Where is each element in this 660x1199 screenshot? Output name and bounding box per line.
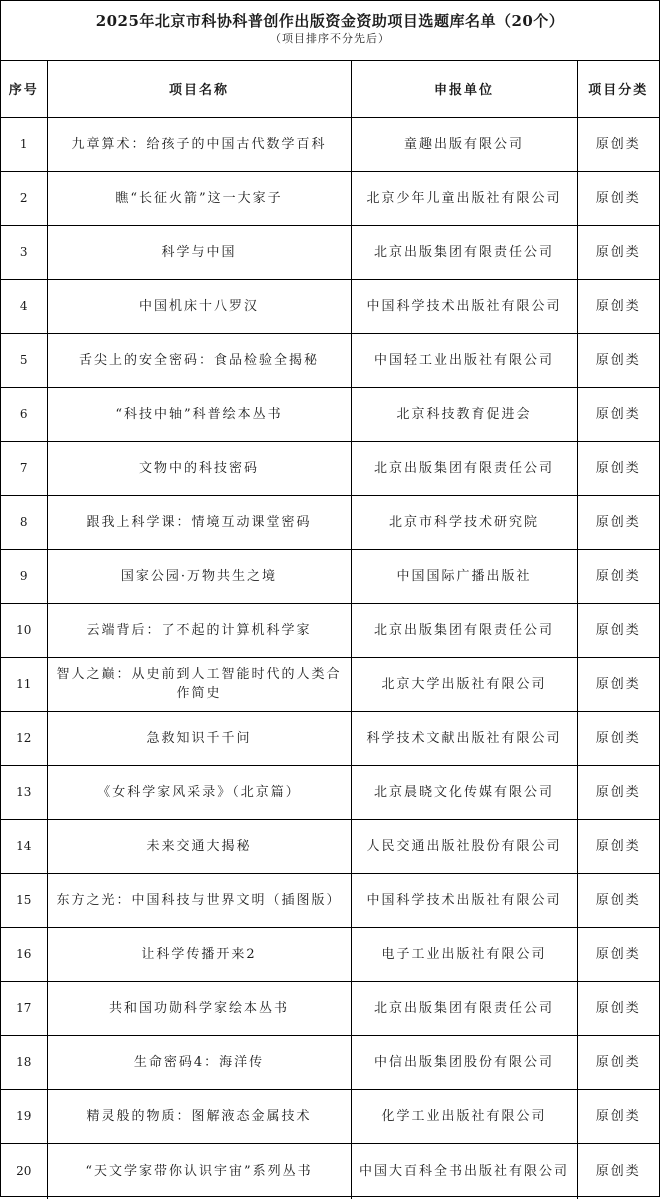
table-row (1, 711, 659, 765)
cell-applicant-unit: 电子工业出版社有限公司 (351, 927, 577, 981)
cell-index: 13 (1, 765, 47, 819)
table-row (1, 549, 659, 603)
cell-index: 19 (1, 1089, 47, 1143)
cell-index: 14 (1, 819, 47, 873)
table-row (1, 927, 659, 981)
cell-applicant-unit: 北京科技教育促进会 (351, 387, 577, 441)
cell-applicant-unit: 中国科学技术出版社有限公司 (351, 873, 577, 927)
cell-project-name: 精灵般的物质：图解液态金属技术 (47, 1089, 351, 1143)
table-row (1, 819, 659, 873)
cell-category: 原创类 (577, 1089, 659, 1143)
table-row (1, 171, 659, 225)
table-row (1, 765, 659, 819)
cell-index: 20 (1, 1143, 47, 1199)
table-row (1, 981, 659, 1035)
table-row (1, 333, 659, 387)
cell-category: 原创类 (577, 819, 659, 873)
cell-applicant-unit: 北京出版集团有限责任公司 (351, 441, 577, 495)
cell-index: 5 (1, 333, 47, 387)
cell-project-name: 九章算术：给孩子的中国古代数学百科 (47, 117, 351, 171)
cell-category: 原创类 (577, 333, 659, 387)
cell-project-name: 瞧“长征火箭”这一大家子 (47, 171, 351, 225)
cell-index: 17 (1, 981, 47, 1035)
cell-category: 原创类 (577, 1035, 659, 1089)
cell-applicant-unit: 中国轻工业出版社有限公司 (351, 333, 577, 387)
table-row (1, 1089, 659, 1143)
cell-project-name: 舌尖上的安全密码：食品检验全揭秘 (47, 333, 351, 387)
cell-project-name: 东方之光：中国科技与世界文明（插图版） (47, 873, 351, 927)
cell-category: 原创类 (577, 765, 659, 819)
table-row (1, 117, 659, 171)
cell-index: 4 (1, 279, 47, 333)
cell-project-name: 生命密码4：海洋传 (47, 1035, 351, 1089)
table-header-row (1, 61, 659, 117)
cell-project-name: 《女科学家风采录》（北京篇） (47, 765, 351, 819)
cell-applicant-unit: 北京少年儿童出版社有限公司 (351, 171, 577, 225)
cell-category: 原创类 (577, 927, 659, 981)
cell-index: 16 (1, 927, 47, 981)
cell-category: 原创类 (577, 225, 659, 279)
cell-category: 原创类 (577, 441, 659, 495)
document-subtitle: （项目排序不分先后） (270, 32, 390, 45)
cell-category: 原创类 (577, 549, 659, 603)
table-row (1, 441, 659, 495)
header-index: 序号 (1, 61, 47, 117)
header-project-name: 项目名称 (47, 61, 351, 117)
cell-applicant-unit: 中国国际广播出版社 (351, 549, 577, 603)
cell-index: 12 (1, 711, 47, 765)
cell-applicant-unit: 北京大学出版社有限公司 (351, 657, 577, 711)
cell-applicant-unit: 中信出版集团股份有限公司 (351, 1035, 577, 1089)
table-row (1, 225, 659, 279)
cell-category: 原创类 (577, 711, 659, 765)
table-row (1, 657, 659, 711)
table-body (1, 117, 659, 1199)
cell-applicant-unit: 北京晨晓文化传媒有限公司 (351, 765, 577, 819)
cell-applicant-unit: 科学技术文献出版社有限公司 (351, 711, 577, 765)
cell-category: 原创类 (577, 387, 659, 441)
cell-index: 15 (1, 873, 47, 927)
cell-category: 原创类 (577, 171, 659, 225)
cell-index: 1 (1, 117, 47, 171)
table-row (1, 387, 659, 441)
cell-category: 原创类 (577, 495, 659, 549)
cell-category: 原创类 (577, 279, 659, 333)
table-row (1, 873, 659, 927)
cell-project-name: “科技中轴”科普绘本丛书 (47, 387, 351, 441)
cell-project-name: 云端背后：了不起的计算机科学家 (47, 603, 351, 657)
cell-project-name: “天文学家带你认识宇宙”系列丛书 (47, 1143, 351, 1199)
cell-category: 原创类 (577, 873, 659, 927)
cell-index: 8 (1, 495, 47, 549)
cell-index: 9 (1, 549, 47, 603)
project-table (1, 61, 659, 1199)
table-row (1, 1035, 659, 1089)
cell-project-name: 急救知识千千问 (47, 711, 351, 765)
cell-category: 原创类 (577, 603, 659, 657)
cell-project-name: 中国机床十八罗汉 (47, 279, 351, 333)
table-row (1, 495, 659, 549)
title-block (1, 1, 659, 61)
cell-category: 原创类 (577, 657, 659, 711)
cell-index: 6 (1, 387, 47, 441)
cell-project-name: 文物中的科技密码 (47, 441, 351, 495)
cell-index: 7 (1, 441, 47, 495)
cell-applicant-unit: 北京出版集团有限责任公司 (351, 981, 577, 1035)
table-row (1, 603, 659, 657)
cell-project-name: 国家公园·万物共生之境 (47, 549, 351, 603)
cell-project-name: 跟我上科学课：情境互动课堂密码 (47, 495, 351, 549)
cell-applicant-unit: 北京出版集团有限责任公司 (351, 225, 577, 279)
cell-project-name: 未来交通大揭秘 (47, 819, 351, 873)
cell-index: 2 (1, 171, 47, 225)
cell-applicant-unit: 中国大百科全书出版社有限公司 (351, 1143, 577, 1199)
cell-index: 3 (1, 225, 47, 279)
cell-project-name: 智人之巅：从史前到人工智能时代的人类合作简史 (47, 657, 351, 711)
table-row (1, 279, 659, 333)
cell-applicant-unit: 人民交通出版社股份有限公司 (351, 819, 577, 873)
cell-category: 原创类 (577, 117, 659, 171)
cell-project-name: 科学与中国 (47, 225, 351, 279)
document-title: 2025年北京市科协科普创作出版资金资助项目选题库名单（20个） (95, 12, 565, 30)
cell-applicant-unit: 北京市科学技术研究院 (351, 495, 577, 549)
table-row (1, 1143, 659, 1199)
cell-applicant-unit: 化学工业出版社有限公司 (351, 1089, 577, 1143)
cell-category: 原创类 (577, 1143, 659, 1199)
cell-applicant-unit: 北京出版集团有限责任公司 (351, 603, 577, 657)
cell-index: 18 (1, 1035, 47, 1089)
header-applicant-unit: 申报单位 (351, 61, 577, 117)
cell-index: 10 (1, 603, 47, 657)
header-category: 项目分类 (577, 61, 659, 117)
cell-index: 11 (1, 657, 47, 711)
cell-project-name: 让科学传播开来2 (47, 927, 351, 981)
cell-applicant-unit: 童趣出版有限公司 (351, 117, 577, 171)
cell-applicant-unit: 中国科学技术出版社有限公司 (351, 279, 577, 333)
cell-category: 原创类 (577, 981, 659, 1035)
cell-project-name: 共和国功勋科学家绘本丛书 (47, 981, 351, 1035)
